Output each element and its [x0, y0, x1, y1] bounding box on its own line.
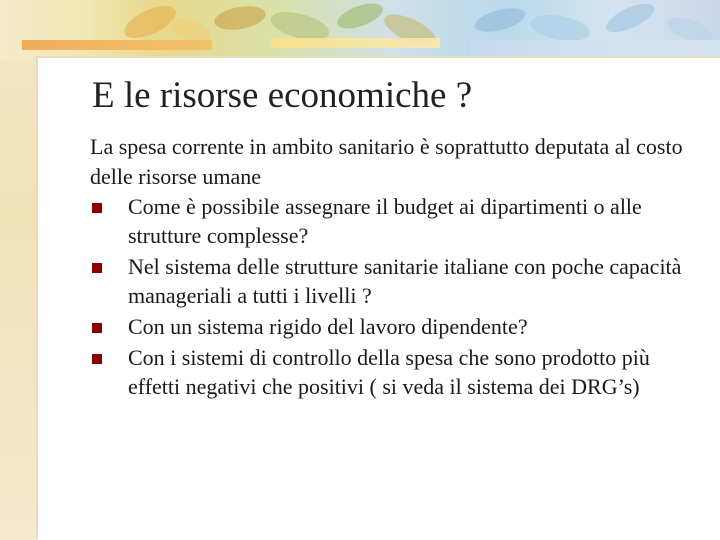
slide-intro: La spesa corrente in ambito sanitario è soprattutto deputata al costo delle risorse umane	[90, 134, 683, 189]
bullet-text: Con i sistemi di controllo della spesa che sono prodotto più effetti negativi che positivi ( si veda il sistema dei DRG’s)	[128, 345, 650, 399]
square-bullet-icon	[92, 263, 102, 273]
square-bullet-icon	[92, 323, 102, 333]
slide-title: E le risorse economiche ?	[92, 75, 473, 116]
square-bullet-icon	[92, 354, 102, 364]
bullet-text: Come è possibile assegnare il budget ai dipartimenti o alle strutture complesse?	[128, 194, 642, 248]
leaves-banner	[0, 0, 720, 60]
list-item	[90, 192, 700, 250]
list-item	[90, 252, 700, 310]
bullet-text: Nel sistema delle strutture sanitarie italiane con poche capacità manageriali a tutti i livelli ?	[128, 254, 682, 308]
square-bullet-icon	[92, 203, 102, 213]
bullet-list	[90, 192, 700, 403]
parchment-border	[0, 0, 40, 540]
list-item	[90, 312, 700, 341]
list-item	[90, 343, 700, 401]
bullet-text: Con un sistema rigido del lavoro dipendente?	[128, 314, 528, 339]
